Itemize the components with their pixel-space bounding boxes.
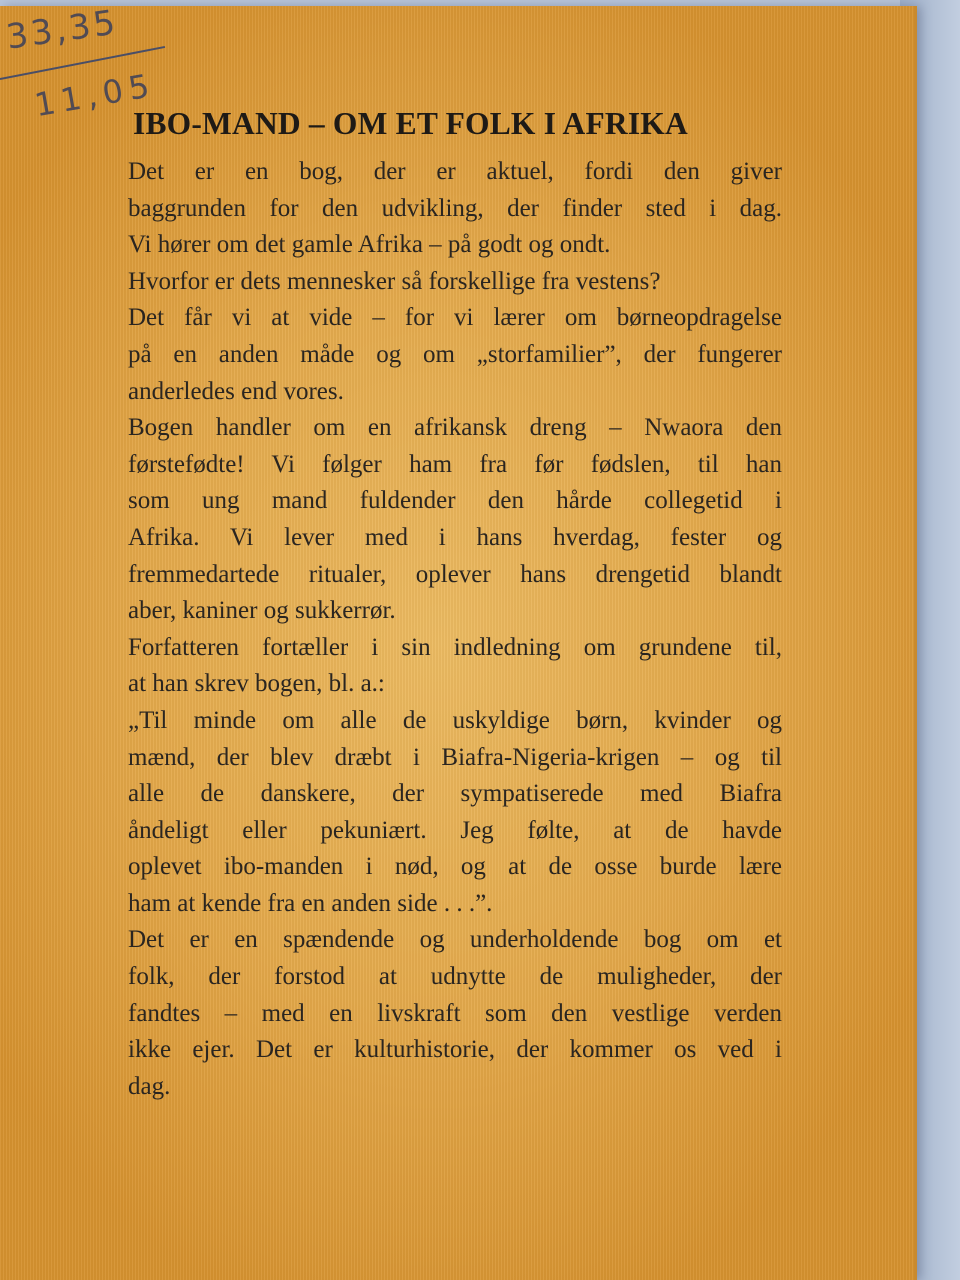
text-line: på en anden måde og om „storfamilier”, der fungerer <box>128 340 782 368</box>
text-line: anderledes end vores. <box>128 377 344 405</box>
paragraph <box>128 410 782 630</box>
paragraph <box>128 922 782 1105</box>
text-line: Vi hører om det gamle Afrika – på godt og ondt. <box>128 231 611 259</box>
blurb-text <box>128 154 782 1105</box>
text-line: folk, der forstod at udnytte de muligheder, der <box>128 963 782 991</box>
paragraph <box>128 703 782 923</box>
paragraph <box>128 264 782 301</box>
handwritten-price: 33,35 <box>3 2 121 58</box>
text-line: Forfatteren fortæller i sin indledning om grundene til, <box>128 633 782 661</box>
paragraph <box>128 300 782 410</box>
text-line: førstefødte! Vi følger ham fra før fødslen, til han <box>128 450 782 478</box>
text-line: Det er en spændende og underholdende bog om et <box>128 926 782 954</box>
text-line: åndeligt eller pekuniært. Jeg følte, at de havde <box>128 816 782 844</box>
text-line: Bogen handler om en afrikansk dreng – Nwaora den <box>128 414 782 442</box>
text-line: baggrunden for den udvikling, der finder sted i dag. <box>128 194 782 222</box>
text-line: ham at kende fra en anden side . . .”. <box>128 889 493 917</box>
text-line: aber, kaniner og sukkerrør. <box>128 597 396 625</box>
handwritten-code: 11,05 <box>31 65 158 125</box>
text-line: mænd, der blev dræbt i Biafra-Nigeria-krigen – og til <box>128 743 782 771</box>
book-back-cover <box>0 2 917 1280</box>
text-line: at han skrev bogen, bl. a.: <box>128 670 385 698</box>
text-line: „Til minde om alle de uskyldige børn, kvinder og <box>128 706 782 734</box>
text-line: Det får vi at vide – for vi lærer om børneopdragelse <box>128 304 782 332</box>
text-line: Det er en bog, der er aktuel, fordi den giver <box>128 158 782 185</box>
paragraph <box>128 154 782 264</box>
text-line: som ung mand fuldender den hårde collegetid i <box>128 487 782 515</box>
text-line: Afrika. Vi lever med i hans hverdag, fester og <box>128 523 782 551</box>
book-title: IBO-MAND – OM ET FOLK I AFRIKA <box>133 106 688 141</box>
text-line: alle de danskere, der sympatiserede med Biafra <box>128 780 782 808</box>
text-line: oplevet ibo-manden i nød, og at de osse burde lære <box>128 853 782 881</box>
text-line: dag. <box>128 1072 171 1100</box>
paragraph <box>128 630 782 703</box>
text-line: ikke ejer. Det er kulturhistorie, der kommer os ved i <box>128 1036 782 1064</box>
text-line: fremmedartede ritualer, oplever hans drengetid blandt <box>128 560 782 588</box>
text-line: fandtes – med en livskraft som den vestlige verden <box>128 999 782 1027</box>
text-line: Hvorfor er dets mennesker så forskellige fra vestens? <box>128 267 661 295</box>
